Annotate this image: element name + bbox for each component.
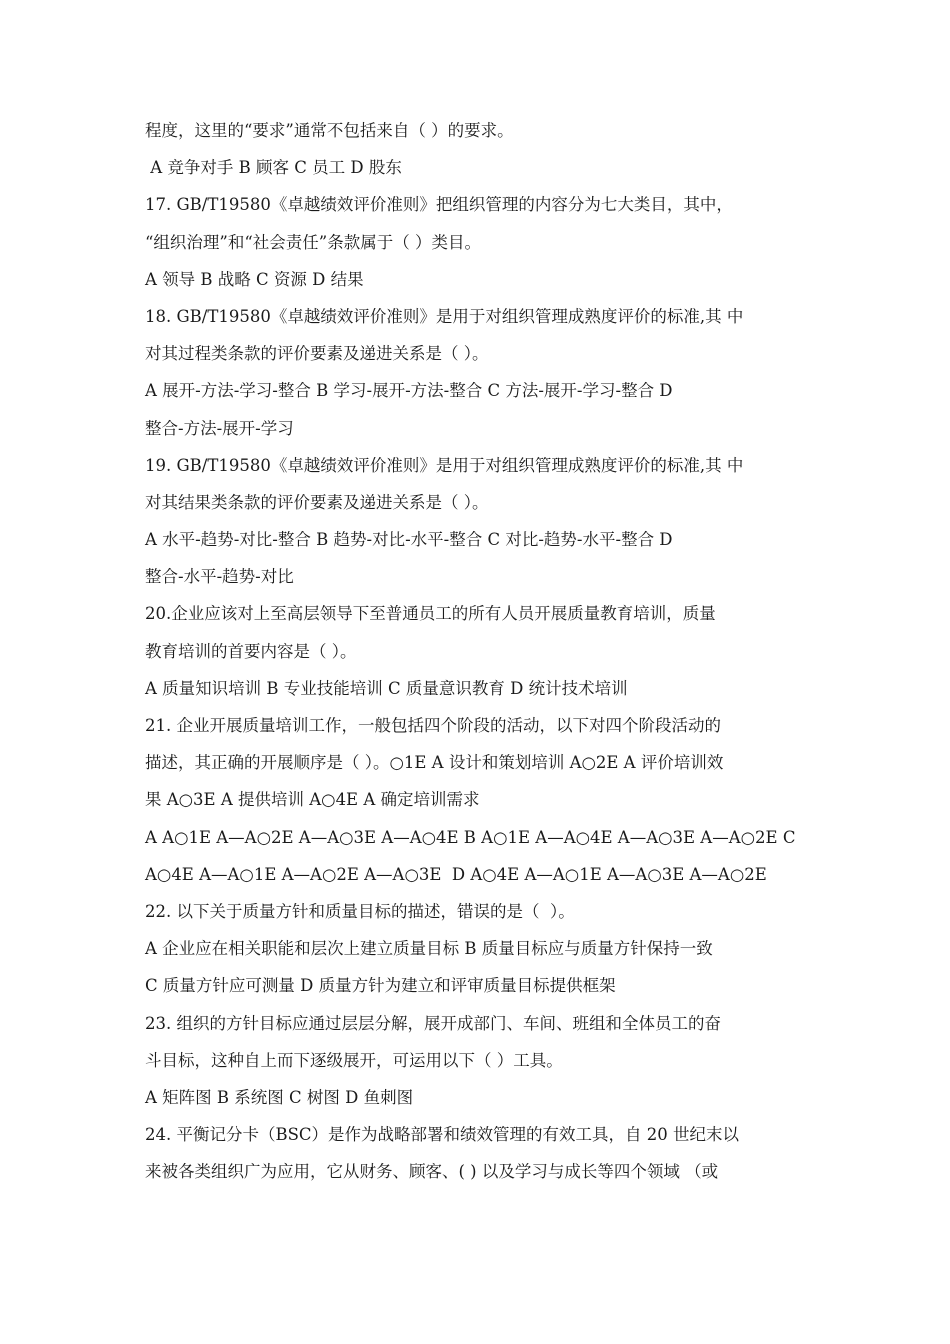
question-21: 21. 企业开展质量培训工作，一般包括四个阶段的活动，以下对四个阶段活动的 — [145, 716, 721, 735]
answer-options: A 质量知识培训 B 专业技能培训 C 质量意识教育 D 统计技术培训 — [145, 678, 628, 698]
text-line: 程度，这里的“要求”通常不包括来自（ ）的要求。 — [145, 121, 514, 140]
answer-options: C 质量方针应可测量 D 质量方针为建立和评审质量目标提供框架 — [145, 976, 616, 996]
text-line: 对其过程类条款的评价要素及递进关系是（ ）。 — [145, 344, 489, 364]
answer-options: A○4E A—A○1E A—A○2E A—A○3E D A○4E A—A○1E A—A○3E A—A○2E — [145, 864, 767, 884]
text-line: 教育培训的首要内容是（ ）。 — [145, 641, 357, 661]
question-18: 18. GB/T19580《卓越绩效评价准则》是用于对组织管理成熟度评价的标准,其 中 — [145, 306, 744, 326]
answer-options: 整合-方法-展开-学习 — [145, 418, 294, 438]
text-line: 斗目标，这种自上而下逐级展开，可运用以下（ ）工具。 — [145, 1050, 563, 1070]
text-line: 来被各类组织广为应用，它从财务、顾客、( ) 以及学习与成长等四个领域 （或 — [145, 1162, 719, 1182]
answer-options: A 水平-趋势-对比-整合 B 趋势-对比-水平-整合 C 对比-趋势-水平-整合 D — [145, 530, 673, 550]
answer-options: A 矩阵图 B 系统图 C 树图 D 鱼刺图 — [145, 1087, 414, 1107]
question-17: 17. GB/T19580《卓越绩效评价准则》把组织管理的内容分为七大类目，其中， — [145, 195, 733, 215]
question-20: 20.企业应该对上至高层领导下至普通员工的所有人员开展质量教育培训，质量 — [145, 604, 716, 624]
text-line: 描述，其正确的开展顺序是（ ）。○1E A 设计和策划培训 A○2E A 评价培训效 — [145, 753, 724, 773]
answer-options: A 竞争对手 B 顾客 C 员工 D 股东 — [145, 158, 402, 178]
question-24: 24. 平衡记分卡（BSC）是作为战略部署和绩效管理的有效工具，自 20 世纪末以 — [145, 1125, 740, 1145]
text-line: 对其结果类条款的评价要素及递进关系是（ ）。 — [145, 492, 489, 512]
answer-options: A 企业应在相关职能和层次上建立质量目标 B 质量目标应与质量方针保持一致 — [145, 939, 713, 959]
answer-options: 整合-水平-趋势-对比 — [145, 567, 294, 587]
text-line: “组织治理”和“社会责任”条款属于（ ）类目。 — [145, 232, 481, 252]
question-22: 22. 以下关于质量方针和质量目标的描述，错误的是（ ）。 — [145, 901, 575, 921]
answer-options: A 领导 B 战略 C 资源 D 结果 — [145, 269, 364, 289]
question-23: 23. 组织的方针目标应通过层层分解，展开成部门、车间、班组和全体员工的奋 — [145, 1013, 721, 1033]
answer-options: A A○1E A—A○2E A—A○3E A—A○4E B A○1E A—A○4E A—A○3E A—A○2E C — [145, 827, 796, 847]
document-page — [145, 117, 810, 1195]
question-19: 19. GB/T19580《卓越绩效评价准则》是用于对组织管理成熟度评价的标准,其 中 — [145, 455, 744, 475]
text-line: 果 A○3E A 提供培训 A○4E A 确定培训需求 — [145, 790, 480, 810]
answer-options: A 展开-方法-学习-整合 B 学习-展开-方法-整合 C 方法-展开-学习-整合 D — [145, 381, 673, 401]
